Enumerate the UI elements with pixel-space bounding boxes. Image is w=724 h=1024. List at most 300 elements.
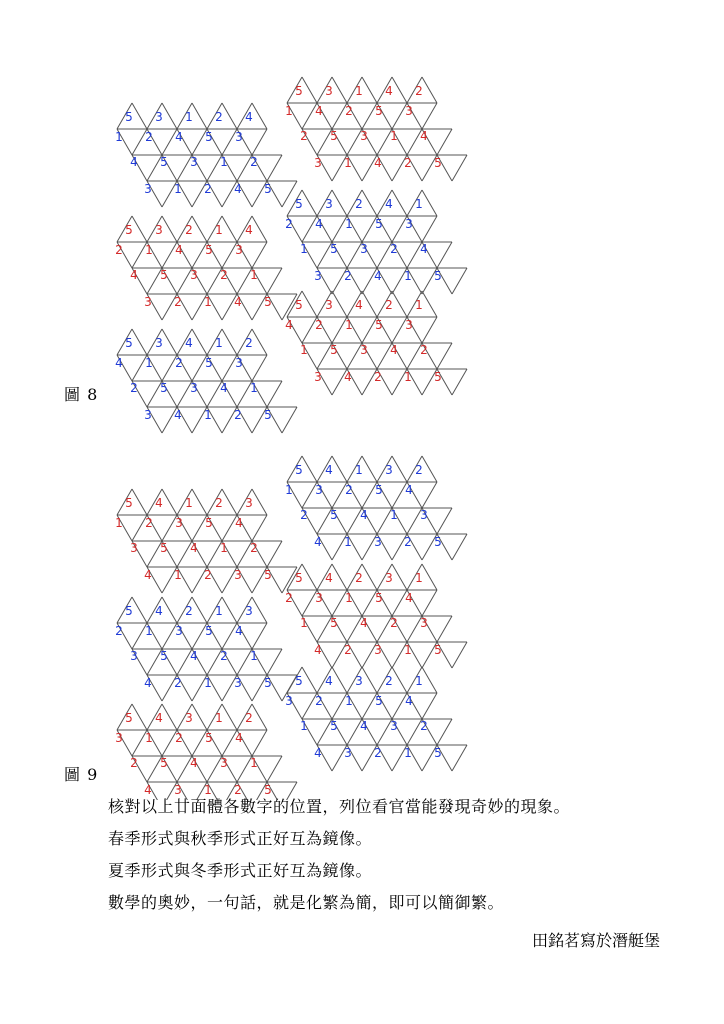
face-number: 3 bbox=[390, 719, 398, 733]
face-number: 4 bbox=[185, 336, 193, 350]
net-edge bbox=[362, 564, 377, 590]
face-number: 5 bbox=[125, 711, 133, 725]
face-number: 5 bbox=[295, 84, 303, 98]
net-edge bbox=[132, 103, 147, 129]
face-number: 3 bbox=[360, 343, 368, 357]
face-number: 1 bbox=[415, 298, 423, 312]
face-number: 1 bbox=[300, 343, 308, 357]
face-number: 5 bbox=[160, 268, 168, 282]
face-number: 2 bbox=[355, 197, 363, 211]
net-edge bbox=[252, 489, 267, 515]
face-number: 4 bbox=[245, 223, 253, 237]
face-number: 2 bbox=[285, 217, 293, 231]
face-number: 2 bbox=[250, 155, 258, 169]
net-edge bbox=[422, 216, 437, 242]
net-edge bbox=[162, 103, 177, 129]
face-number: 1 bbox=[250, 649, 258, 663]
face-number: 4 bbox=[405, 694, 413, 708]
face-number: 2 bbox=[115, 624, 123, 638]
face-number: 1 bbox=[204, 408, 212, 422]
net-edge bbox=[302, 456, 317, 482]
face-number: 4 bbox=[144, 783, 152, 797]
net-edge bbox=[267, 268, 282, 294]
net-edge bbox=[422, 77, 437, 103]
net-edge bbox=[222, 329, 237, 355]
net-9-right-2 bbox=[285, 564, 467, 668]
net-edge bbox=[252, 216, 267, 242]
face-number: 3 bbox=[420, 616, 428, 630]
face-number: 4 bbox=[405, 483, 413, 497]
net-edge bbox=[422, 103, 437, 129]
face-number: 1 bbox=[115, 516, 123, 530]
net-edge bbox=[222, 103, 237, 129]
net-edge bbox=[392, 564, 407, 590]
face-number: 1 bbox=[344, 156, 352, 170]
face-number: 1 bbox=[390, 129, 398, 143]
net-edge bbox=[422, 456, 437, 482]
net-edge bbox=[162, 329, 177, 355]
paragraph-1: 核對以上廿面體各數字的位置，列位看官當能發現奇妙的現象。 bbox=[108, 797, 571, 816]
face-number: 4 bbox=[190, 541, 198, 555]
face-number: 5 bbox=[205, 624, 213, 638]
net-edge bbox=[452, 642, 467, 668]
face-number: 3 bbox=[144, 408, 152, 422]
face-number: 3 bbox=[344, 746, 352, 760]
face-number: 3 bbox=[245, 604, 253, 618]
face-number: 5 bbox=[295, 298, 303, 312]
face-number: 2 bbox=[220, 268, 228, 282]
face-number: 3 bbox=[315, 483, 323, 497]
face-number: 1 bbox=[345, 694, 353, 708]
net-edge bbox=[362, 456, 377, 482]
face-number: 2 bbox=[234, 408, 242, 422]
face-number: 4 bbox=[420, 129, 428, 143]
net-edge bbox=[282, 407, 297, 433]
face-number: 3 bbox=[245, 496, 253, 510]
net-edge bbox=[422, 291, 437, 317]
net-edge bbox=[132, 216, 147, 242]
net-edge bbox=[252, 730, 267, 756]
face-number: 4 bbox=[234, 182, 242, 196]
net-edge bbox=[362, 291, 377, 317]
face-number: 2 bbox=[220, 649, 228, 663]
face-number: 1 bbox=[285, 104, 293, 118]
net-edge bbox=[302, 77, 317, 103]
face-number: 1 bbox=[215, 604, 223, 618]
face-number: 1 bbox=[204, 295, 212, 309]
face-number: 4 bbox=[190, 649, 198, 663]
face-number: 4 bbox=[144, 568, 152, 582]
face-number: 5 bbox=[264, 568, 272, 582]
face-number: 4 bbox=[235, 731, 243, 745]
face-number: 3 bbox=[325, 197, 333, 211]
net-edge bbox=[162, 216, 177, 242]
net-8-right-2 bbox=[285, 190, 467, 294]
net-edge bbox=[437, 129, 452, 155]
net-edge bbox=[132, 704, 147, 730]
face-number: 1 bbox=[300, 242, 308, 256]
net-edge bbox=[422, 190, 437, 216]
face-number: 1 bbox=[204, 783, 212, 797]
face-number: 5 bbox=[434, 535, 442, 549]
face-number: 3 bbox=[235, 356, 243, 370]
face-number: 5 bbox=[295, 463, 303, 477]
net-9-left-1 bbox=[115, 489, 297, 593]
face-number: 3 bbox=[175, 624, 183, 638]
face-number: 4 bbox=[355, 298, 363, 312]
face-number: 5 bbox=[205, 356, 213, 370]
net-edge bbox=[437, 242, 452, 268]
face-number: 4 bbox=[155, 604, 163, 618]
net-edge bbox=[132, 489, 147, 515]
face-number: 3 bbox=[115, 731, 123, 745]
face-number: 5 bbox=[330, 719, 338, 733]
face-number: 5 bbox=[160, 381, 168, 395]
face-number: 3 bbox=[144, 182, 152, 196]
face-number: 1 bbox=[220, 155, 228, 169]
face-number: 2 bbox=[215, 496, 223, 510]
net-edge bbox=[267, 649, 282, 675]
signature: 田銘茗寫於潛艇堡 bbox=[531, 931, 660, 950]
face-number: 4 bbox=[115, 356, 123, 370]
face-number: 3 bbox=[155, 223, 163, 237]
face-number: 3 bbox=[155, 336, 163, 350]
net-edge bbox=[437, 343, 452, 369]
face-number: 2 bbox=[285, 591, 293, 605]
face-number: 2 bbox=[145, 130, 153, 144]
face-number: 5 bbox=[205, 731, 213, 745]
face-number: 2 bbox=[215, 110, 223, 124]
net-edge bbox=[302, 564, 317, 590]
net-edge bbox=[162, 597, 177, 623]
face-number: 3 bbox=[355, 674, 363, 688]
face-number: 4 bbox=[325, 674, 333, 688]
face-number: 3 bbox=[185, 711, 193, 725]
net-edge bbox=[132, 329, 147, 355]
net-edge bbox=[422, 693, 437, 719]
face-number: 2 bbox=[415, 84, 423, 98]
face-number: 5 bbox=[205, 243, 213, 257]
paragraph-2: 春季形式與秋季形式正好互為鏡像。 bbox=[108, 829, 373, 848]
figure-8-label: 圖 8 bbox=[64, 385, 99, 404]
face-number: 3 bbox=[234, 568, 242, 582]
net-edge bbox=[162, 704, 177, 730]
face-number: 5 bbox=[295, 674, 303, 688]
face-number: 1 bbox=[415, 674, 423, 688]
face-number: 3 bbox=[405, 217, 413, 231]
face-number: 1 bbox=[185, 496, 193, 510]
net-edge bbox=[252, 623, 267, 649]
face-number: 3 bbox=[385, 571, 393, 585]
net-edge bbox=[192, 704, 207, 730]
net-edge bbox=[302, 190, 317, 216]
face-number: 3 bbox=[285, 694, 293, 708]
face-number: 5 bbox=[264, 783, 272, 797]
face-number: 5 bbox=[125, 604, 133, 618]
face-number: 1 bbox=[250, 756, 258, 770]
face-number: 2 bbox=[415, 463, 423, 477]
face-number: 5 bbox=[125, 496, 133, 510]
face-number: 4 bbox=[234, 295, 242, 309]
net-edge bbox=[267, 541, 282, 567]
face-number: 1 bbox=[250, 381, 258, 395]
net-edge bbox=[222, 704, 237, 730]
net-9-right-1 bbox=[285, 456, 467, 560]
face-number: 5 bbox=[375, 591, 383, 605]
face-number: 4 bbox=[344, 370, 352, 384]
face-number: 3 bbox=[374, 535, 382, 549]
face-number: 2 bbox=[344, 643, 352, 657]
face-number: 1 bbox=[115, 130, 123, 144]
face-number: 4 bbox=[390, 343, 398, 357]
face-number: 1 bbox=[404, 643, 412, 657]
face-number: 2 bbox=[420, 719, 428, 733]
face-number: 4 bbox=[325, 463, 333, 477]
net-8-left-3 bbox=[115, 329, 297, 433]
face-number: 1 bbox=[204, 676, 212, 690]
net-edge bbox=[392, 456, 407, 482]
net-9-right-3 bbox=[285, 667, 467, 771]
face-number: 2 bbox=[344, 269, 352, 283]
net-edge bbox=[332, 77, 347, 103]
face-number: 1 bbox=[355, 463, 363, 477]
net-edge bbox=[452, 369, 467, 395]
face-number: 5 bbox=[375, 483, 383, 497]
face-number: 1 bbox=[285, 483, 293, 497]
net-edge bbox=[332, 291, 347, 317]
face-number: 2 bbox=[345, 104, 353, 118]
face-number: 3 bbox=[420, 508, 428, 522]
face-number: 1 bbox=[250, 268, 258, 282]
face-number: 5 bbox=[330, 343, 338, 357]
face-number: 4 bbox=[130, 268, 138, 282]
face-number: 1 bbox=[220, 541, 228, 555]
face-number: 2 bbox=[355, 571, 363, 585]
face-number: 1 bbox=[145, 731, 153, 745]
face-number: 5 bbox=[125, 223, 133, 237]
face-number: 1 bbox=[185, 110, 193, 124]
net-edge bbox=[392, 190, 407, 216]
face-number: 4 bbox=[385, 84, 393, 98]
net-edge bbox=[252, 103, 267, 129]
net-edge bbox=[422, 564, 437, 590]
face-number: 2 bbox=[385, 674, 393, 688]
face-number: 2 bbox=[175, 731, 183, 745]
net-9-left-3 bbox=[115, 704, 297, 800]
net-edge bbox=[392, 667, 407, 693]
face-number: 2 bbox=[300, 129, 308, 143]
net-edge bbox=[252, 242, 267, 268]
paragraph-3: 夏季形式與冬季形式正好互為鏡像。 bbox=[108, 861, 373, 880]
net-edge bbox=[332, 456, 347, 482]
net-edge bbox=[332, 564, 347, 590]
face-number: 3 bbox=[405, 318, 413, 332]
face-number: 5 bbox=[375, 694, 383, 708]
face-number: 4 bbox=[374, 156, 382, 170]
face-number: 1 bbox=[174, 568, 182, 582]
net-edge bbox=[362, 667, 377, 693]
face-number: 1 bbox=[215, 711, 223, 725]
net-8-left-1 bbox=[115, 103, 297, 207]
face-number: 5 bbox=[375, 318, 383, 332]
face-number: 2 bbox=[174, 676, 182, 690]
face-number: 5 bbox=[295, 197, 303, 211]
face-number: 3 bbox=[190, 381, 198, 395]
net-edge bbox=[252, 129, 267, 155]
face-number: 3 bbox=[374, 643, 382, 657]
face-number: 4 bbox=[174, 408, 182, 422]
face-number: 2 bbox=[390, 616, 398, 630]
net-edge bbox=[132, 597, 147, 623]
face-number: 1 bbox=[145, 356, 153, 370]
face-number: 1 bbox=[345, 591, 353, 605]
face-number: 1 bbox=[415, 571, 423, 585]
face-number: 1 bbox=[404, 370, 412, 384]
net-edge bbox=[437, 719, 452, 745]
face-number: 2 bbox=[115, 243, 123, 257]
face-number: 1 bbox=[415, 197, 423, 211]
face-number: 2 bbox=[385, 298, 393, 312]
net-edge bbox=[222, 489, 237, 515]
net-8-right-1 bbox=[285, 77, 467, 181]
face-number: 4 bbox=[220, 381, 228, 395]
face-number: 4 bbox=[325, 571, 333, 585]
face-number: 2 bbox=[315, 318, 323, 332]
net-edge bbox=[392, 291, 407, 317]
figure-9-label: 圖 9 bbox=[64, 765, 99, 784]
face-number: 1 bbox=[344, 535, 352, 549]
net-edge bbox=[437, 616, 452, 642]
face-number: 1 bbox=[300, 719, 308, 733]
face-number: 3 bbox=[385, 463, 393, 477]
face-number: 5 bbox=[205, 516, 213, 530]
face-number: 5 bbox=[264, 182, 272, 196]
face-number: 1 bbox=[404, 269, 412, 283]
net-edge bbox=[222, 597, 237, 623]
face-number: 4 bbox=[420, 242, 428, 256]
face-number: 1 bbox=[404, 746, 412, 760]
net-edge bbox=[192, 103, 207, 129]
face-number: 2 bbox=[374, 370, 382, 384]
face-number: 4 bbox=[155, 496, 163, 510]
face-number: 4 bbox=[385, 197, 393, 211]
face-number: 1 bbox=[345, 217, 353, 231]
face-number: 5 bbox=[264, 295, 272, 309]
face-number: 2 bbox=[420, 343, 428, 357]
face-number: 2 bbox=[250, 541, 258, 555]
face-number: 1 bbox=[215, 336, 223, 350]
net-edge bbox=[192, 597, 207, 623]
face-number: 4 bbox=[130, 155, 138, 169]
face-number: 4 bbox=[175, 130, 183, 144]
face-number: 2 bbox=[300, 508, 308, 522]
face-number: 5 bbox=[160, 756, 168, 770]
face-number: 4 bbox=[314, 643, 322, 657]
face-number: 5 bbox=[264, 408, 272, 422]
net-edge bbox=[192, 489, 207, 515]
face-number: 2 bbox=[245, 336, 253, 350]
net-edge bbox=[192, 216, 207, 242]
face-number: 3 bbox=[314, 156, 322, 170]
face-number: 3 bbox=[235, 243, 243, 257]
net-edge bbox=[252, 355, 267, 381]
face-number: 1 bbox=[390, 508, 398, 522]
face-number: 4 bbox=[175, 243, 183, 257]
face-number: 4 bbox=[405, 591, 413, 605]
face-number: 5 bbox=[434, 370, 442, 384]
face-number: 3 bbox=[314, 269, 322, 283]
net-edge bbox=[422, 667, 437, 693]
face-number: 4 bbox=[360, 616, 368, 630]
face-number: 4 bbox=[314, 535, 322, 549]
face-number: 1 bbox=[145, 624, 153, 638]
face-number: 2 bbox=[404, 156, 412, 170]
net-edge bbox=[422, 482, 437, 508]
face-number: 3 bbox=[155, 110, 163, 124]
net-edge bbox=[192, 329, 207, 355]
face-number: 2 bbox=[234, 783, 242, 797]
net-edge bbox=[452, 534, 467, 560]
face-number: 3 bbox=[190, 268, 198, 282]
face-number: 5 bbox=[330, 508, 338, 522]
face-number: 2 bbox=[245, 711, 253, 725]
face-number: 1 bbox=[355, 84, 363, 98]
face-number: 5 bbox=[264, 676, 272, 690]
net-edge bbox=[452, 155, 467, 181]
face-number: 4 bbox=[315, 104, 323, 118]
net-edge bbox=[422, 590, 437, 616]
face-number: 3 bbox=[325, 84, 333, 98]
face-number: 4 bbox=[315, 217, 323, 231]
net-edge bbox=[422, 317, 437, 343]
net-8-left-2 bbox=[115, 216, 297, 320]
face-number: 4 bbox=[144, 676, 152, 690]
face-number: 1 bbox=[174, 182, 182, 196]
face-number: 5 bbox=[434, 643, 442, 657]
face-number: 5 bbox=[330, 242, 338, 256]
face-number: 4 bbox=[190, 756, 198, 770]
net-edge bbox=[222, 216, 237, 242]
face-number: 5 bbox=[125, 110, 133, 124]
face-number: 4 bbox=[245, 110, 253, 124]
face-number: 2 bbox=[130, 756, 138, 770]
net-edge bbox=[252, 515, 267, 541]
net-edge bbox=[332, 667, 347, 693]
face-number: 4 bbox=[235, 516, 243, 530]
net-9-left-2 bbox=[115, 597, 297, 701]
face-number: 5 bbox=[160, 649, 168, 663]
net-edge bbox=[267, 155, 282, 181]
face-number: 3 bbox=[174, 783, 182, 797]
face-number: 3 bbox=[234, 676, 242, 690]
face-number: 1 bbox=[300, 616, 308, 630]
face-number: 3 bbox=[235, 130, 243, 144]
face-number: 3 bbox=[325, 298, 333, 312]
paragraph-4: 數學的奧妙，一句話，就是化繁為簡，即可以簡御繁。 bbox=[108, 893, 505, 912]
face-number: 4 bbox=[374, 269, 382, 283]
face-number: 2 bbox=[175, 356, 183, 370]
face-number: 5 bbox=[160, 155, 168, 169]
face-number: 2 bbox=[390, 242, 398, 256]
face-number: 2 bbox=[374, 746, 382, 760]
net-8-right-3 bbox=[285, 291, 467, 395]
face-number: 3 bbox=[360, 129, 368, 143]
face-number: 3 bbox=[315, 591, 323, 605]
net-edge bbox=[162, 489, 177, 515]
net-edge bbox=[252, 329, 267, 355]
net-edge bbox=[252, 597, 267, 623]
face-number: 5 bbox=[434, 156, 442, 170]
